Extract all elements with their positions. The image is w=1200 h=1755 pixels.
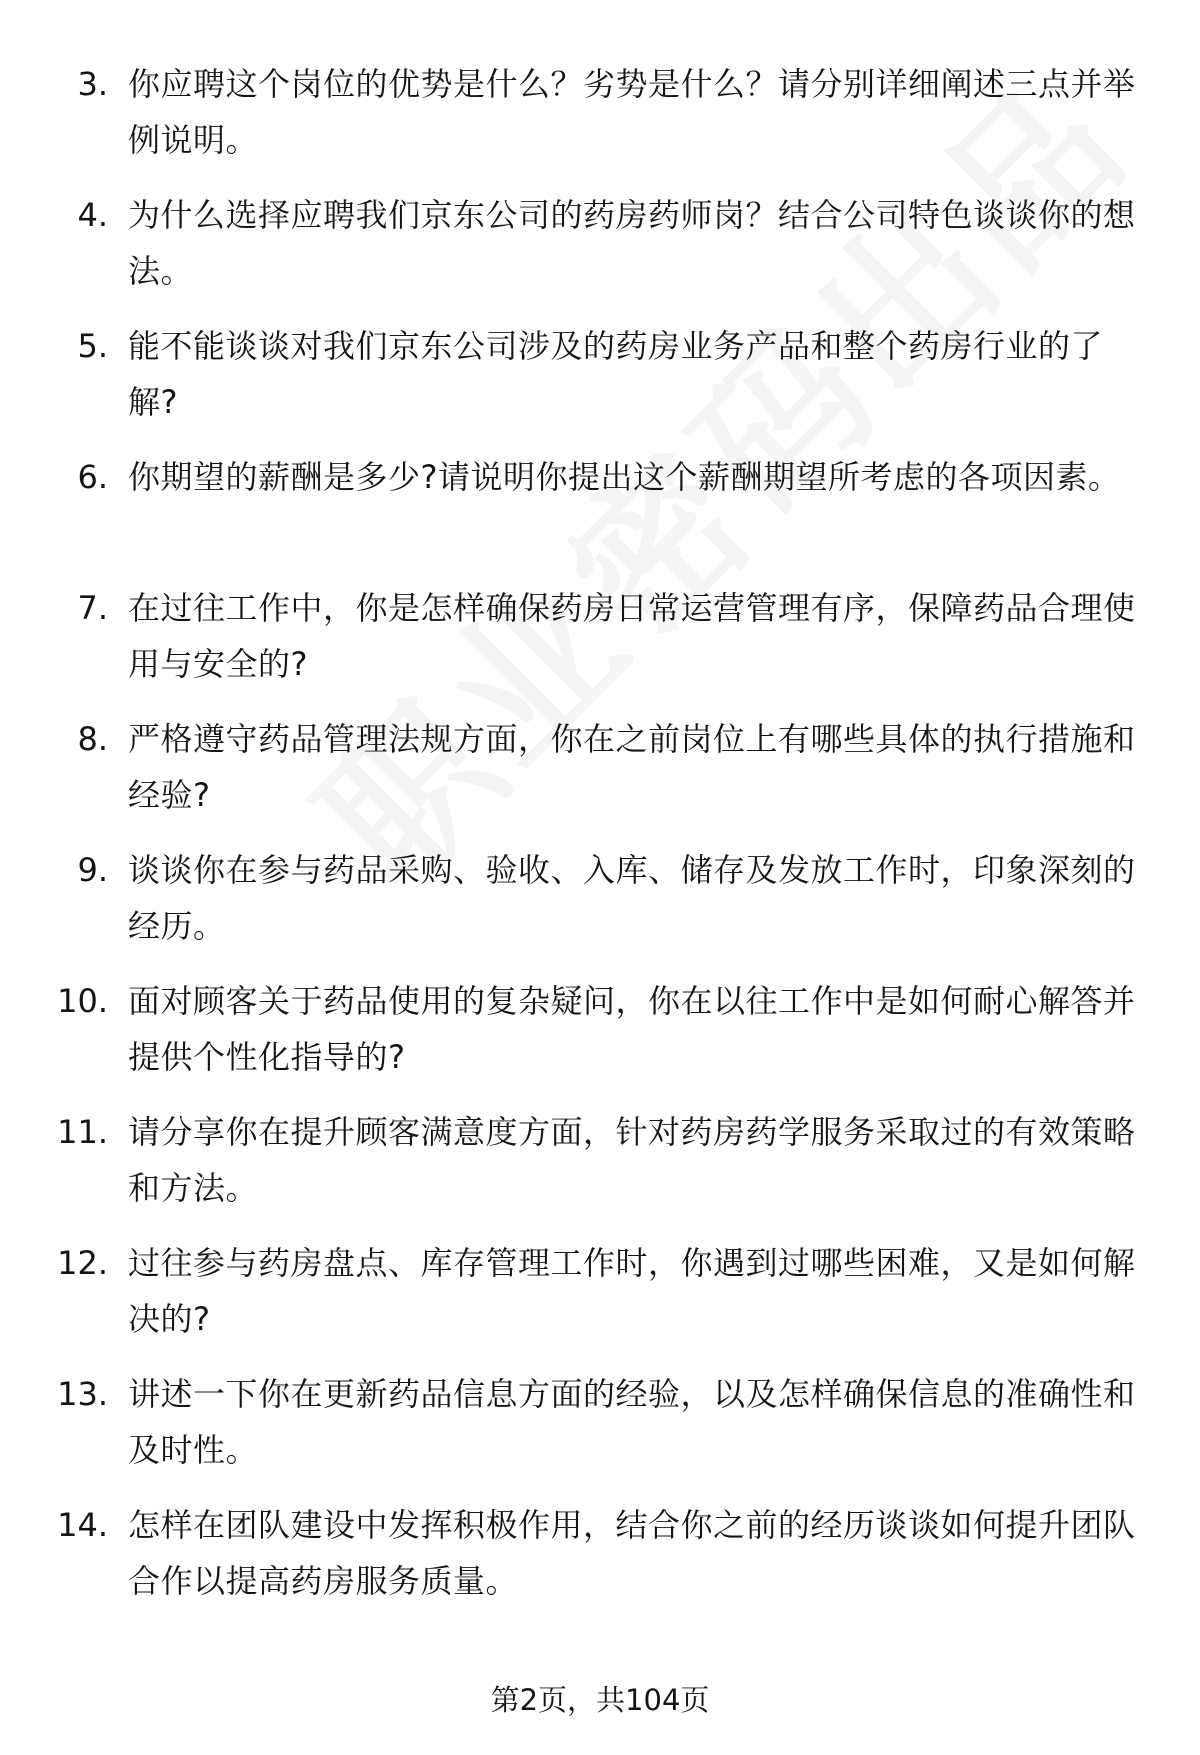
question-number: 14.: [57, 1506, 108, 1544]
question-number: 6.: [77, 458, 108, 496]
list-item: [0, 842, 1200, 973]
list-item: [0, 318, 1200, 449]
question-number: 8.: [77, 720, 108, 758]
question-text: 请分享你在提升顾客满意度方面，针对药房药学服务采取过的有效策略和方法。: [128, 1113, 1136, 1207]
question-list: [0, 56, 1200, 1628]
list-item: [0, 187, 1200, 318]
question-text: 你应聘这个岗位的优势是什么？劣势是什么？请分别详细阐述三点并举例说明。: [128, 65, 1136, 159]
list-item: [0, 1235, 1200, 1366]
question-text: 严格遵守药品管理法规方面，你在之前岗位上有哪些具体的执行措施和经验?: [128, 720, 1136, 814]
question-number: 4.: [77, 196, 108, 234]
question-text: 面对顾客关于药品使用的复杂疑问，你在以往工作中是如何耐心解答并提供个性化指导的?: [128, 982, 1136, 1076]
list-item: [0, 973, 1200, 1104]
list-item: [0, 1497, 1200, 1628]
list-item: [0, 580, 1200, 711]
question-text: 你期望的薪酬是多少?请说明你提出这个薪酬期望所考虑的各项因素。: [128, 458, 1121, 496]
list-item: [0, 449, 1200, 580]
list-item: [0, 711, 1200, 842]
question-number: 10.: [57, 982, 108, 1020]
question-number: 3.: [77, 65, 108, 103]
question-number: 12.: [57, 1244, 108, 1282]
question-number: 9.: [77, 851, 108, 889]
list-item: [0, 56, 1200, 187]
question-number: 13.: [57, 1375, 108, 1413]
question-text: 能不能谈谈对我们京东公司涉及的药房业务产品和整个药房行业的了解?: [128, 327, 1104, 421]
question-text: 为什么选择应聘我们京东公司的药房药师岗？结合公司特色谈谈你的想法。: [128, 196, 1136, 290]
list-item: [0, 1104, 1200, 1235]
question-number: 11.: [57, 1113, 108, 1151]
question-text: 讲述一下你在更新药品信息方面的经验，以及怎样确保信息的准确性和及时性。: [128, 1375, 1136, 1469]
question-text: 在过往工作中，你是怎样确保药房日常运营管理有序，保障药品合理使用与安全的?: [128, 589, 1136, 683]
page-footer: 第2页，共104页: [490, 1683, 710, 1717]
list-item: [0, 1366, 1200, 1497]
question-text: 怎样在团队建设中发挥积极作用，结合你之前的经历谈谈如何提升团队合作以提高药房服务质量。: [128, 1506, 1136, 1600]
question-text: 过往参与药房盘点、库存管理工作时，你遇到过哪些困难，又是如何解决的?: [128, 1244, 1136, 1338]
question-number: 5.: [77, 327, 108, 365]
question-text: 谈谈你在参与药品采购、验收、入库、储存及发放工作时，印象深刻的经历。: [128, 851, 1136, 945]
question-number: 7.: [77, 589, 108, 627]
